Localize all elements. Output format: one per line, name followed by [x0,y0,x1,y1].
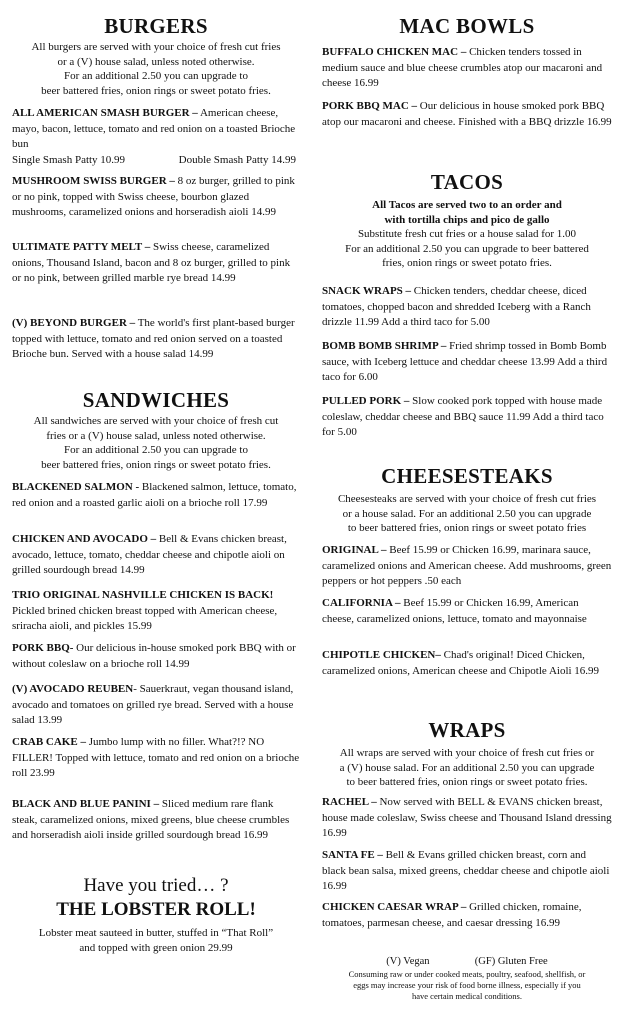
item-name: CALIFORNIA – [322,597,401,609]
promo-desc: Lobster meat sauteed in butter, stuffed in “That Roll” [38,927,274,939]
menu-item [322,339,612,386]
vegan-legend: (V) Vegan [386,956,430,967]
item-option: Single Smash Patty 10.99 [12,153,126,166]
mac-bowls-title: MAC BOWLS [399,14,535,38]
menu-item [322,848,612,895]
item-desc: Chicken tenders tossed in medium sauce and blue cheese crumbles atop our macaroni and cheese 16.99 [322,46,603,89]
item-desc: Chad's original! Diced Chicken, caramelized onions, American cheese and Chipotle Aioli 16.99 [322,649,600,677]
wraps-intro-line: a (V) house salad. For an additional 2.50 you can upgrade [339,761,595,774]
item-desc: American cheese, mayo, bacon, lettuce, tomato and red onion on a toasted Brioche bun [12,107,296,150]
cheesesteaks-intro-line: to beer battered fries, onion rings or sweet potato fries [347,522,587,534]
item-name: BLACKENED SALMON - [12,481,140,493]
tacos-title: TACOS [430,170,504,194]
menu-item [12,588,300,635]
item-name: ULTIMATE PATTY MELT – [12,241,151,253]
menu-footer [322,955,612,1002]
item-desc: Jumbo lump with no filler. What?!? NO FILLER! Topped with lettuce, tomato and red onion on a brioche roll 23.99 [12,736,300,779]
burgers-intro-line: For an additional 2.50 you can upgrade to [64,70,248,82]
tacos-intro-line: For an additional 2.50 you can upgrade to beer battered [345,242,589,255]
wraps-intro-line: to beer battered fries, onion rings or sweet potato fries. [346,776,588,788]
menu-item [12,532,300,579]
menu-item [322,284,612,331]
cheesesteaks-title: CHEESESTEAKS [381,464,553,488]
menu-item [12,240,300,287]
item-option: Double Smash Patty 14.99 [178,153,296,166]
item-desc: Beef 15.99 or Chicken 16.99, American cheese, caramelized onions, lettuce, tomato and mayonnaise [322,597,587,625]
item-name: BUFFALO CHICKEN MAC – [322,46,467,58]
item-desc: The world's first plant-based burger topped with lettuce, tomato and red onion served on a toasted Brioche bun. Served with a house salad 14.99 [12,317,295,360]
tacos-section [322,170,612,271]
promo-title: THE LOBSTER ROLL! [56,899,256,920]
menu-item [322,45,612,92]
burgers-section [12,14,300,98]
item-name: PORK BBQ- [12,642,74,654]
wraps-section [322,718,612,790]
sandwiches-intro-line: beer battered fries, onion rings or sweet potato fries. [41,458,271,471]
item-desc: Blackened salmon, lettuce, tomato, red onion and a roasted garlic aioli on a brioche roll 17.99 [12,481,297,509]
menu-item [322,99,612,130]
menu-item [12,641,300,672]
burgers-title: BURGERS [104,14,208,38]
item-desc: Our delicious in-house smoked pork BBQ with or without coleslaw on a brioche roll 14.99 [12,642,296,670]
item-name: CRAB CAKE – [12,736,86,748]
item-name: SNACK WRAPS – [322,285,412,297]
tacos-intro-line: fries, onion rings or sweet potato fries. [382,257,552,269]
promo-desc: and topped with green onion 29.99 [79,941,233,954]
sandwiches-intro-line: fries or a (V) house salad, unless noted otherwise. [46,429,266,442]
tacos-intro-line: with tortilla chips and pico de gallo [384,213,550,226]
wraps-title: WRAPS [428,718,506,742]
tacos-intro-line: Substitute fresh cut fries or a house salad for 1.00 [357,228,577,240]
item-name: TRIO ORIGINAL NASHVILLE CHICKEN IS BACK! [12,589,274,601]
item-desc: Pickled brined chicken breast topped with American cheese, sriracha aioli, and pickles 15.99 [12,604,278,632]
menu-item [322,900,612,931]
item-name: CHIPOTLE CHICKEN– [322,649,441,661]
burgers-intro-line: or a (V) house salad, unless noted otherwise. [57,55,255,68]
menu-item [12,682,300,729]
disclaimer-line: eggs may increase your risk of food borne illness, especially if you [353,980,581,990]
item-desc: - Sauerkraut, vegan thousand island, avocado and tomatoes on grilled rye bread. Served with a house salad 13.99 [12,683,294,726]
disclaimer-line: have certain medical conditions. [412,991,522,1001]
menu-item [12,480,300,511]
item-name: PORK BBQ MAC – [322,100,418,112]
promo-heading: Have you tried… ? [83,875,229,896]
burgers-intro-line: beer battered fries, onion rings or sweet potato fries. [41,84,271,97]
item-desc: 8 oz burger, grilled to pink or no pink, topped with Swiss cheese, bourbon glazed mushrooms, caramelized onions and horseradish aioli 14.99 [12,175,295,218]
cheesesteaks-intro-line: or a house salad. For an additional 2.50 you can upgrade [342,507,592,520]
menu-item [322,543,612,590]
item-name: SANTA FE – [322,849,383,861]
item-name: (V) BEYOND BURGER – [12,317,136,329]
disclaimer-line: Consuming raw or under cooked meats, poultry, seafood, shellfish, or [348,969,586,979]
item-desc: Slow cooked pork topped with house made coleslaw, cheddar cheese and BBQ sauce 11.99 Add a third taco for 5.00 [322,395,604,438]
item-desc: Grilled chicken, romaine, tomatoes, parmesan cheese, and caesar dressing 16.99 [322,901,582,929]
item-name: RACHEL – [322,796,377,808]
item-name: (V) AVOCADO REUBEN [12,683,134,695]
item-desc: Sliced medium rare flank steak, caramelized onions, mixed greens, blue cheese crumbles and horseradish aioli inside grilled sourdough bread 16.99 [12,798,290,841]
lobster-roll-promo [12,874,300,955]
item-name: PULLED PORK – [322,395,410,407]
item-desc: Fried shrimp tossed in Bomb Bomb sauce, with Iceberg lettuce and cheddar cheese 13.99 Add a third taco for 6.00 [322,340,608,383]
item-desc: Our delicious in house smoked pork BBQ atop our macaroni and cheese. Finished with a BBQ drizzle 16.99 [322,100,612,128]
sandwiches-title: SANDWICHES [82,388,230,412]
item-desc: Bell & Evans grilled chicken breast, corn and black bean salsa, mixed greens, cheddar cheese and chipotle aioli 16.99 [322,849,610,892]
menu-item [12,735,300,782]
item-name: CHICKEN CAESAR WRAP – [322,901,467,913]
item-name: ALL AMERICAN SMASH BURGER – [12,107,198,119]
menu-item [322,648,612,679]
cheesesteaks-intro-line: Cheesesteaks are served with your choice of fresh cut fries [337,493,597,505]
item-desc: Bell & Evans chicken breast, avocado, lettuce, tomato, cheddar cheese and chipotle aioli on grilled sourdough bread 14.99 [12,533,287,576]
item-name: CHICKEN AND AVOCADO – [12,533,157,545]
item-desc: Swiss cheese, caramelized onions, Thousand Island, bacon and 8 oz burger, grilled to pink or no pink, between grilled marble rye bread 14.99 [12,241,291,284]
sandwiches-intro-line: For an additional 2.50 you can upgrade to [64,444,248,456]
menu-item [322,596,612,627]
menu-item [12,174,300,221]
cheesesteaks-section [322,464,612,536]
mac-bowls-section [322,14,612,38]
item-name: BLACK AND BLUE PANINI – [12,798,160,810]
burgers-intro-line: All burgers are served with your choice of fresh cut fries [31,41,281,53]
sandwiches-section [12,388,300,472]
menu-item [12,106,300,168]
dietary-legend [322,955,612,969]
item-name: ORIGINAL – [322,544,387,556]
item-name: BOMB BOMB SHRIMP – [322,340,447,352]
item-desc: Beef 15.99 or Chicken 16.99, marinara sauce, caramelized onions and American cheese. Add mushrooms, green peppers or hot peppers .50 each [322,544,612,587]
tacos-intro-line: All Tacos are served two to an order and [372,199,562,211]
item-name: MUSHROOM SWISS BURGER – [12,175,175,187]
menu-item [322,394,612,441]
wraps-intro-line: All wraps are served with your choice of fresh cut fries or [339,747,595,759]
sandwiches-intro-line: All sandwiches are served with your choice of fresh cut [33,415,279,427]
item-desc: Now served with BELL & EVANS chicken breast, house made coleslaw, Swiss cheese and Thousand Island dressing 16.99 [322,796,612,839]
menu-item [12,797,300,844]
menu-item [12,316,300,363]
menu-item [322,795,612,842]
gluten-free-legend: (GF) Gluten Free [474,956,548,967]
item-desc: Chicken tenders, cheddar cheese, diced tomatoes, chopped bacon and shredded Iceberg with a Ranch drizzle 11.99 Add a third taco for 5.00 [322,285,591,328]
